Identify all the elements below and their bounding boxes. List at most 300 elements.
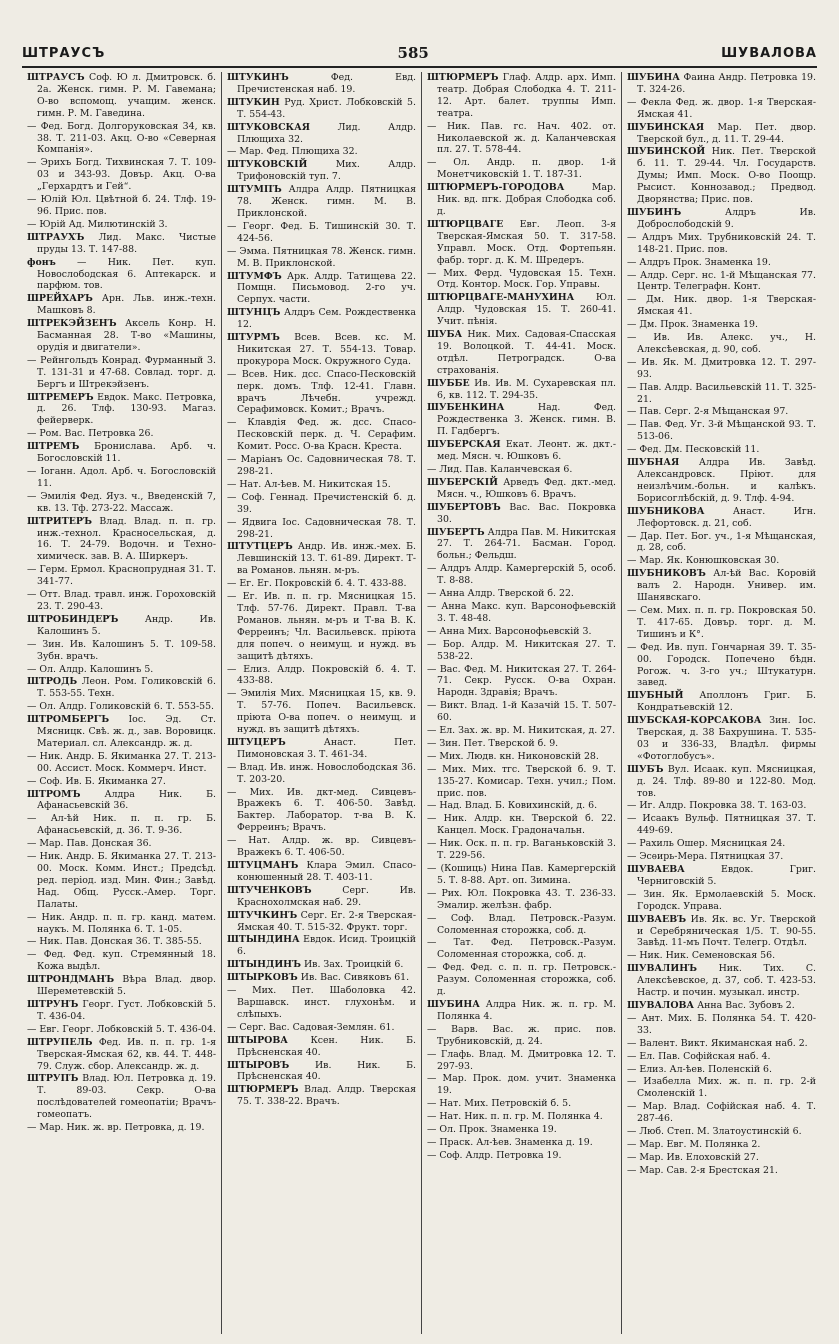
entry-surname: ШТЮРМЕРЪ bbox=[427, 72, 499, 83]
entry-details: Влад. Влад. п. п. гр. инж.-технол. Красносельская, д. 16. Т. 24-79. Водочн. и Техно-химическ. зав. В. А. Ширкеръ. bbox=[37, 515, 216, 563]
directory-entry bbox=[627, 232, 816, 256]
entry-surname: ШУВАЛИНЪ bbox=[627, 963, 698, 975]
entry-details: — Юлій Юл. Цвѣтной б. 24. Тлф. 19-96. Прис. пов. bbox=[27, 194, 216, 217]
entry-details: Серг. Ег. 2-я Тверская-Ямская 40. Т. 515-32. Фрукт. торг. bbox=[237, 909, 416, 933]
directory-entry bbox=[627, 332, 816, 356]
directory-entry bbox=[227, 972, 416, 984]
directory-entry bbox=[627, 72, 816, 96]
directory-entry bbox=[427, 800, 616, 812]
directory-entry bbox=[427, 937, 616, 961]
directory-entry bbox=[627, 1051, 816, 1063]
entry-details: Над. Фед. Рождественка 3. Женск. гимн. В. П. Гадбергъ. bbox=[437, 402, 616, 438]
directory-entry bbox=[427, 268, 616, 292]
entry-surname: ШТРИТЕРЪ bbox=[27, 515, 92, 527]
entry-surname: ШУБСКАЯ-КОРСАКОВА bbox=[627, 715, 762, 727]
directory-entry bbox=[627, 568, 816, 604]
entry-details: — Мар. Пав. Донская 36. bbox=[27, 838, 152, 850]
entry-details: Лид. Алдр. Плющиха 32. bbox=[237, 121, 416, 145]
entry-surname: ШТРОДЬ bbox=[27, 676, 78, 688]
directory-entry bbox=[227, 1035, 416, 1059]
entry-details: — Эмилія Мих. Мясницкая 15, кв. 9. Т. 57-76. Попеч. Васильевск. пріюта О-ва попеч. о неимущ. и нужд. въ защитѣ дѣтяхъ. bbox=[227, 688, 416, 736]
directory-entry bbox=[27, 974, 216, 998]
entry-details: — Исаакъ Вульф. Пятницкая 37. Т. 449-69. bbox=[627, 813, 816, 837]
directory-entry bbox=[427, 725, 616, 737]
directory-entry bbox=[227, 479, 416, 491]
entry-details: — Зин. Пет. Тверской б. 9. bbox=[427, 737, 559, 749]
entry-surname: ШТРУПЪ bbox=[27, 1073, 79, 1085]
entry-details: Клара Эмил. Спасо-конюшенный 28. Т. 403-11. bbox=[237, 860, 416, 883]
entry-details: — Рейнгольдъ Конрад. Фурманный 3. Т. 131-31 и 47-68. Совлад. торг. д. Бергъ и Штрекэйзенъ. bbox=[27, 354, 216, 390]
entry-surname: ШУБИНА bbox=[427, 998, 480, 1010]
entry-details: — Мих. Пет. Шаболовка 42. Варшавск. инст. глухонѣм. и слѣпыхъ. bbox=[227, 985, 416, 1020]
directory-entry bbox=[27, 676, 216, 700]
entry-surname: ШУБЕНКИНА bbox=[427, 402, 505, 414]
entry-details: Алдръ Ив. Доброслободскій 9. bbox=[637, 206, 816, 230]
entry-surname: ШТРАУСЪ bbox=[27, 72, 85, 83]
entry-surname: ШУБА bbox=[427, 329, 463, 341]
directory-entry bbox=[27, 219, 216, 231]
entry-surname: ШТРОМБЕРГЪ bbox=[27, 714, 110, 726]
directory-entry bbox=[627, 357, 816, 381]
directory-entry bbox=[427, 913, 616, 937]
entry-details: Вас. Вас. Покровка 30. bbox=[437, 501, 616, 525]
entry-details: Влад. Алдр. Тверская 75. Т. 338-22. Врачъ. bbox=[237, 1084, 416, 1108]
entry-surname: ШТРОНДМАНЪ bbox=[27, 974, 115, 986]
directory-entry bbox=[427, 888, 616, 912]
entry-details: Глаф. Алдр. арх. Имп. театр. Добрая Слободка 4. Т. 211-12. Арт. балет. труппы Имп. театра. bbox=[437, 72, 617, 119]
entry-details: — Соф. Влад. Петровск.-Разум. Соломенная сторожка, соб. д. bbox=[427, 912, 616, 936]
directory-entry bbox=[627, 506, 816, 530]
entry-surname: ШТЮРМЕРЪ bbox=[227, 1084, 299, 1096]
directory-entry bbox=[27, 194, 216, 218]
directory-entry bbox=[27, 392, 216, 428]
entry-surname: ШТУМПЪ bbox=[227, 184, 282, 196]
entry-details: — Алдръ Мих. Трубниковскій 24. Т. 148-21. Прис. пов. bbox=[627, 231, 816, 255]
directory-entry bbox=[27, 813, 216, 837]
directory-entry bbox=[27, 936, 216, 948]
entry-details: Ив. Зах. Троицкій 6. bbox=[304, 959, 404, 971]
entry-details: Мих. Алдр. Трифоновскій туп. 7. bbox=[237, 159, 416, 183]
directory-entry bbox=[427, 292, 616, 328]
directory-entry bbox=[627, 444, 816, 456]
directory-entry bbox=[27, 466, 216, 490]
entry-details: — Елиз. Алдр. Покровскій б. 4. Т. 433-88. bbox=[227, 663, 416, 687]
entry-details: — Тат. Фед. Петровск.-Разум. Соломенная сторожка, соб. д. bbox=[427, 937, 616, 961]
directory-entry bbox=[427, 464, 616, 476]
entry-details: — Бор. Алдр. М. Никитская 27. Т. 538-22. bbox=[427, 638, 616, 662]
entry-details: — Валент. Викт. Якиманская наб. 2. bbox=[627, 1037, 808, 1049]
entry-details: — Анна Алдр. Тверской б. 22. bbox=[427, 588, 574, 600]
directory-entry bbox=[227, 959, 416, 971]
directory-entry bbox=[227, 1060, 416, 1084]
entry-details: — Пав. Серг. 2-я Мѣщанская 97. bbox=[627, 406, 789, 418]
entry-details: — Мар. Фед. Плющиха 32. bbox=[227, 146, 358, 158]
entry-details: — Иг. Алдр. Покровка 38. Т. 163-03. bbox=[627, 800, 807, 812]
entry-surname: ШТЮРЦВАГЕ bbox=[427, 218, 504, 230]
entry-details: — Мар. Ив. Елоховскій 27. bbox=[627, 1151, 759, 1163]
entry-details: — Викт. Влад. 1-й Казачій 15. Т. 507-60. bbox=[427, 700, 616, 724]
entry-details: — Ник. Алдр. кн. Тверской б. 22. Канцел. Моск. Градоначальн. bbox=[427, 813, 616, 837]
entry-details: — Дм. Ник. двор. 1-я Тверская-Ямская 41. bbox=[627, 294, 816, 318]
directory-entry bbox=[427, 639, 616, 663]
page-header bbox=[22, 40, 817, 68]
directory-entry bbox=[427, 601, 616, 625]
entry-details: — Изабелла Мих. ж. п. п. гр. 2-й Смоленскій 1. bbox=[627, 1076, 816, 1100]
entry-details: Юл. Алдр. Чудовская 15. Т. 260-41. Учит. пѣнія. bbox=[437, 292, 616, 328]
directory-entry bbox=[227, 910, 416, 934]
entry-surname: ШТУКИНЪ bbox=[227, 72, 289, 83]
entry-details: Серг. Ив. Краснохолмская наб. 29. bbox=[237, 884, 417, 908]
entry-details: — Іоганн. Адол. Арб. ч. Богословскій 11. bbox=[27, 466, 216, 489]
entry-details: — Мар. Евг. М. Полянка 2. bbox=[627, 1138, 761, 1150]
entry-details: — Алдр. Серг. нс. 1-й Мѣщанская 77. Центр. Телеграфн. Конт. bbox=[627, 269, 816, 293]
directory-entry bbox=[427, 121, 616, 157]
entry-details: Анаст. Пет. Пимоновская 3. Т. 461-34. bbox=[237, 736, 416, 760]
entry-surname: ШТРЕКЭЙЗЕНЪ bbox=[27, 318, 117, 330]
directory-entry bbox=[427, 738, 616, 750]
entry-details: — Ол. Алдр. Голиковскій 6. Т. 553-55. bbox=[27, 701, 215, 713]
entry-details: — Пав. Фед. Уг. 3-й Мѣщанской 93. Т. 513-06. bbox=[627, 419, 816, 443]
entry-details: — Люб. Степ. М. Златоустинскій 6. bbox=[627, 1126, 802, 1138]
directory-entry bbox=[627, 270, 816, 294]
entry-surname: ШТРОБИНДЕРЪ bbox=[27, 613, 119, 625]
directory-entry bbox=[627, 889, 816, 913]
entry-surname: ШУБНИКОВА bbox=[627, 505, 705, 517]
directory-entry bbox=[627, 531, 816, 555]
entry-surname: ШТУЦЕРЪ bbox=[227, 736, 286, 748]
directory-entry bbox=[27, 789, 216, 813]
directory-entry bbox=[427, 1024, 616, 1048]
directory-entry bbox=[227, 591, 416, 662]
entry-details: Ник. Тих. С. Алексѣевское, д. 37, соб. Т. 423-53. Настр. и почин. музыкал. инстр. bbox=[637, 963, 816, 999]
directory-entry bbox=[427, 1150, 616, 1162]
directory-entry bbox=[227, 664, 416, 688]
entry-details: Ник. Мих. Садовая-Спасская 19. Волоцкой. Т. 44-41. Моск. отдѣл. Петроградск. О-ва страхованія. bbox=[437, 329, 616, 376]
entry-details: — Клавдія Фед. ж. дсс. Спасо-Песковскій перк. д. Ч. Серафим. Комит. Росс. О-ва Красн. Креста. bbox=[227, 417, 416, 453]
entry-details: — Отт. Влад. травл. инж. Гороховскій 23. Т. 290-43. bbox=[27, 589, 216, 612]
directory-entry bbox=[427, 477, 616, 501]
entry-details: — Ол. Алдр. Калошинъ 5. bbox=[27, 663, 154, 675]
entry-details: Ксен. Ник. Б. Прѣсненская 40. bbox=[237, 1034, 416, 1058]
directory-entry bbox=[627, 715, 816, 763]
directory-entry bbox=[627, 1013, 816, 1037]
entry-details: Влад. Юл. Петровка д. 19. Т. 89-03. Секр. О-ва послѣдователей гомеопатіи; Врачъ-гомеопатъ. bbox=[37, 1073, 216, 1121]
entry-details: — Ник. Пав. гс. Нач. 402. от. Николаевской ж. д. Каланчевская пл. 27. Т. 578-44. bbox=[427, 120, 616, 156]
entry-details: — Пав. Алдр. Васильевскій 11. Т. 325-21. bbox=[627, 381, 816, 405]
entry-details: Руд. Христ. Лобковскій 5. Т. 554-43. bbox=[237, 96, 416, 120]
entry-details: — Рих. Юл. Покровка 43. Т. 236-33. Эмалир. желѣзн. фабр. bbox=[427, 887, 616, 911]
directory-entry bbox=[27, 1122, 216, 1134]
entry-details: — Над. Влад. Б. Ковихинскій, д. 6. bbox=[427, 800, 598, 812]
entry-details: Ив. Вас. Сивяковъ 61. bbox=[300, 972, 410, 984]
directory-entry bbox=[27, 999, 216, 1023]
entry-surname: ШУБИНЪ bbox=[627, 206, 682, 218]
directory-entry bbox=[227, 417, 416, 453]
directory-entry bbox=[227, 246, 416, 270]
page-number: 585 bbox=[397, 44, 429, 62]
directory-entry bbox=[27, 491, 216, 515]
directory-entry bbox=[427, 588, 616, 600]
directory-entry bbox=[427, 838, 616, 862]
entry-surname: ШРЕЙХАРЪ bbox=[27, 293, 93, 305]
entry-details: — Ант. Мих. Б. Полянка 54. Т. 420-33. bbox=[627, 1012, 816, 1036]
entry-details: Брониcлава. Арб. ч. Богословскій 11. bbox=[37, 441, 216, 465]
entry-details: — Ник. Андр. п. п. гр. канд. матем. наукъ. М. Полянка 6. Т. 1-05. bbox=[27, 911, 216, 935]
entry-details: — Фекла Фед. ж. двор. 1-я Тверская-Ямская 41. bbox=[627, 96, 816, 120]
directory-entry bbox=[227, 517, 416, 541]
directory-entry bbox=[427, 700, 616, 724]
entry-surname: фонъ bbox=[27, 256, 56, 268]
entry-details: Фед. Евд. Пречистенская наб. 19. bbox=[237, 72, 417, 95]
entry-surname: ШТРЕМЕРЪ bbox=[27, 391, 94, 403]
entry-details: Лид. Макс. Чистые пруды 13. Т. 147-88. bbox=[37, 231, 216, 255]
column-2 bbox=[222, 72, 422, 1334]
column-4 bbox=[622, 72, 821, 1334]
entry-details: Евдок. Исид. Троицкій 6. bbox=[237, 934, 417, 958]
entry-surname: ШУБИНА bbox=[627, 72, 680, 83]
directory-entry bbox=[227, 146, 416, 158]
entry-details: — Мар. Влад. Софійская наб. 4. Т. 287-46. bbox=[627, 1101, 816, 1125]
directory-entry bbox=[427, 1137, 616, 1149]
entry-surname: ШТЫРОВЪ bbox=[227, 1059, 290, 1071]
column-1 bbox=[22, 72, 222, 1334]
directory-entry bbox=[227, 97, 416, 121]
entry-details: Алдра Ив. Завѣд. Александровск. Пріют. для неизлѣчим.-больн. и калѣкъ. Борисоглѣбскій, д. 9. Тлф. 4-94. bbox=[637, 457, 816, 504]
directory-entry bbox=[427, 329, 616, 377]
entry-details: — Анна Макс. куп. Варсонофьевскій 3. Т. 48-48. bbox=[427, 600, 616, 624]
entry-details: — Евг. Георг. Лобковскій 5. Т. 436-04. bbox=[27, 1023, 216, 1035]
entry-surname: ШТУТЦЕРЪ bbox=[227, 541, 293, 553]
directory-entry bbox=[427, 999, 616, 1023]
entry-details: Арведъ Фед. дкт.-мед. Мясн. ч., Юшковъ 6. Врачъ. bbox=[437, 476, 616, 500]
entry-details: Ив. Ник. Б. Прѣсненская 40. bbox=[237, 1059, 417, 1083]
entry-details: Арк. Алдр. Татищева 22. Помщн. Письмовод. 2-го уч. Серпух. части. bbox=[237, 270, 416, 306]
entry-surname: ШУБЕРТОВЪ bbox=[427, 501, 501, 513]
entry-details: — Ол. Прок. Знаменка 19. bbox=[427, 1124, 557, 1136]
directory-entry bbox=[227, 835, 416, 859]
header-left-name: ШТРАУСЪ bbox=[22, 45, 106, 61]
directory-entry bbox=[627, 813, 816, 837]
directory-entry bbox=[427, 72, 616, 120]
directory-entry bbox=[227, 578, 416, 590]
entry-surname: ШУБЕРТЪ bbox=[427, 526, 485, 538]
entry-details: — Соф. Ив. Б. Якиманка 27. bbox=[27, 775, 166, 787]
directory-entry bbox=[227, 184, 416, 220]
directory-entry bbox=[427, 813, 616, 837]
directory-entry bbox=[27, 949, 216, 973]
directory-entry bbox=[227, 271, 416, 307]
entry-surname: ШУБЪ bbox=[627, 763, 664, 775]
entry-details: — Мих. Людв. кн. Никоновскій 28. bbox=[427, 750, 599, 762]
entry-details: — Мар. Ник. ж. вр. Петровка, д. 19. bbox=[27, 1122, 205, 1134]
entry-details: — Алдръ Алдр. Камергерскій 5, особ. Т. 8-88. bbox=[427, 563, 616, 587]
directory-entry bbox=[627, 864, 816, 888]
directory-entry bbox=[627, 1101, 816, 1125]
directory-entry bbox=[427, 563, 616, 587]
directory-entry bbox=[427, 764, 616, 800]
directory-entry bbox=[427, 219, 616, 267]
entry-details: Ал-ѣй Вас. Коровій валъ 2. Народн. Универ. им. Шанявскаго. bbox=[637, 568, 816, 604]
entry-details: — Серг. Вас. Садовая-Землян. 61. bbox=[227, 1021, 395, 1033]
entry-details: — Мих. Мих. тгс. Тверской б. 9. Т. 135-27. Комисар. Техн. учил.; Пом. прис. пов. bbox=[427, 763, 616, 799]
directory-entry bbox=[27, 232, 216, 256]
directory-entry bbox=[27, 1024, 216, 1036]
entry-details: Евдок. Макс. Петровка, д. 26. Тлф. 130-93. Магаз. фейерверк. bbox=[37, 391, 216, 427]
entry-details: — Ел. Пав. Софійская наб. 4. bbox=[627, 1050, 771, 1062]
entry-details: — Эсѳирь-Мера. Пятницкая 37. bbox=[627, 851, 784, 863]
entry-details: — Ег. Ег. Покровскій б. 4. Т. 433-88. bbox=[227, 578, 407, 590]
directory-entry bbox=[627, 851, 816, 863]
directory-entry bbox=[27, 355, 216, 391]
entry-details: — Соф. Геннад. Пречистенскій б. д. 39. bbox=[227, 491, 416, 515]
entry-details: — Нат. Алдр. ж. вр. Сивцевъ-Вражекъ 6. Т. 406-50. bbox=[227, 835, 416, 859]
entry-surname: ШУБИНСКОЙ bbox=[627, 146, 706, 158]
entry-surname: ШТУМФЪ bbox=[227, 270, 282, 282]
directory-entry bbox=[627, 950, 816, 962]
directory-entry bbox=[427, 527, 616, 563]
directory-entry bbox=[627, 207, 816, 231]
entry-surname: ШТРОМЪ bbox=[27, 788, 81, 800]
directory-entry bbox=[627, 419, 816, 443]
directory-entry bbox=[227, 541, 416, 577]
directory-entry bbox=[227, 787, 416, 835]
entry-surname: ШТУЦМАНЪ bbox=[227, 860, 299, 871]
entry-details: — Нат. Ал-ѣев. М. Никитская 15. bbox=[227, 478, 391, 490]
directory-entry bbox=[227, 369, 416, 417]
entry-details: — (Кошиць) Нина Пав. Камергерскій 5. Т. 8-88. Арт. оп. Зимина. bbox=[427, 863, 616, 886]
entry-details: Ив. Як. вс. Уг. Тверской и Серебряническая 1/5. Т. 90-55. Завѣд. 11-мъ Почт. Телегр. Отдѣл. bbox=[637, 913, 816, 949]
directory-entry bbox=[427, 626, 616, 638]
entry-surname: ШТУЧКИНЪ bbox=[227, 909, 298, 921]
entry-surname: ШУБЕРСКАЯ bbox=[427, 439, 501, 451]
directory-entry bbox=[427, 439, 616, 463]
directory-entry bbox=[627, 1000, 816, 1012]
directory-entry bbox=[27, 564, 216, 588]
directory-entry bbox=[227, 1022, 416, 1034]
entry-details: Фед. Ив. п. п. гр. 1-я Тверская-Ямская 62, кв. 44. Т. 448-79. Служ. сбор. Александр. ж. д. bbox=[37, 1036, 216, 1072]
entry-details: Аксель Конр. Н. Басманная 28. Т-во «Машины, орудія и двигатели». bbox=[37, 318, 216, 353]
entry-details: — Эмма. Пятницкая 78. Женск. гимн. М. В. Приклонской. bbox=[227, 245, 416, 269]
entry-details: — Рахиль Ошер. Мясницкая 24. bbox=[627, 838, 786, 850]
directory-entry bbox=[627, 1064, 816, 1076]
directory-entry bbox=[427, 157, 616, 181]
entry-details: — Ег. Ив. п. п. гр. Мясницкая 15. Тлф. 57-76. Директ. Правл. Т-ва Романов. льнян. м-ръ и Т-ва В. К. Ферреинъ; Чл. Васильевск. пріюта для попеч. о неимущ. и нужд. въ защитѣ дѣтяхъ. bbox=[227, 591, 416, 662]
directory-entry bbox=[627, 146, 816, 206]
directory-entry bbox=[627, 257, 816, 269]
entry-details: — Эрихъ Богд. Тихвинская 7. Т. 109-03 и 343-93. Довър. Акц. О-ва „Герхардтъ и Гей“. bbox=[27, 157, 216, 193]
header-right-name: ШУВАЛОВА bbox=[721, 45, 817, 61]
entry-details: — Герм. Ермол. Краснопрудная 31. Т. 341-77. bbox=[27, 564, 216, 588]
entry-details: Алдра Алдр. Пятницкая 78. Женск. гимн. М. В. Приклонской. bbox=[237, 184, 416, 219]
entry-details: — Мар. Як. Конюшковская 30. bbox=[627, 555, 780, 567]
entry-surname: ШТУНЦЪ bbox=[227, 307, 281, 319]
directory-entry bbox=[427, 402, 616, 438]
directory-entry bbox=[227, 762, 416, 786]
entry-details: Леон. Ром. Голиковскій 6. Т. 553-55. Техн. bbox=[37, 676, 216, 700]
directory-entry bbox=[427, 1049, 616, 1073]
entry-details: Анна Вас. Зубовъ 2. bbox=[697, 999, 795, 1011]
entry-surname: ШТУЧЕНКОВЪ bbox=[227, 884, 312, 896]
entry-surname: ШУБНИКОВЪ bbox=[627, 568, 706, 580]
entry-details: — Анна Мих. Варсонофьевскій 3. bbox=[427, 625, 592, 637]
directory-entry bbox=[227, 885, 416, 909]
directory-entry bbox=[227, 492, 416, 516]
directory-entry bbox=[27, 516, 216, 564]
entry-details: Ив. Ив. М. Сухаревская пл. 6, кв. 112. Т. 294-35. bbox=[437, 377, 617, 401]
entry-surname: ШТЮРЦВАГЕ-МАНУХИНА bbox=[427, 292, 575, 304]
entry-surname: ШУВАЕВА bbox=[627, 864, 685, 875]
entry-details: — Ник. Пав. Донская 36. Т. 385-55. bbox=[27, 936, 202, 948]
directory-entry bbox=[27, 1073, 216, 1121]
entry-details: — Дм. Прок. Знаменка 19. bbox=[627, 319, 758, 331]
entry-details: Мар. Ник. вд. пгк. Добрая Слободка соб. д. bbox=[437, 182, 616, 217]
entry-details: — Мих. Ферд. Чудовская 15. Техн. Отд. Контор. Моск. Гор. Управы. bbox=[427, 267, 616, 291]
entry-details: Ник. Пет. Тверской б. 11. Т. 29-44. Чл. Государств. Думы; Имп. Моск. О-во Поощр. Рысист. Коннозавод.; Предвод. Дворянства; Прис. пов. bbox=[637, 146, 817, 206]
directory-entry bbox=[227, 454, 416, 478]
entry-details: — Всев. Ник. дсс. Спасо-Песковскій перк. домъ. Тлф. 12-41. Главн. врачъ Лѣчебн. учрежд. Серафимовск. Комит.; Врачъ. bbox=[227, 368, 416, 416]
entry-details: — Мар. Прок. дом. учит. Знаменка 19. bbox=[427, 1073, 616, 1097]
directory-entry bbox=[227, 122, 416, 146]
entry-surname: ШУВАЛОВА bbox=[627, 999, 695, 1011]
entry-surname: ШТУКОВСКІЙ bbox=[227, 159, 308, 171]
entry-details: — Ел. Зах. ж. вр. М. Никитская, д. 27. bbox=[427, 725, 616, 737]
directory-entry bbox=[627, 319, 816, 331]
entry-details: — Фед. Фед. куп. Стремянный 18. Кожа выдѣл. bbox=[27, 949, 216, 973]
entry-details: Зин. Іос. Тверская, д. 38 Бахрушина. Т. 535-03 и 336-33, Владѣл. фирмы «Фотоглобусъ». bbox=[637, 715, 816, 762]
entry-details: — Глафь. Влад. М. Дмитровка 12. Т. 297-93. bbox=[427, 1048, 616, 1072]
entry-details: — Зин. Як. Ермолаевскій 5. Моск. Городск. Управа. bbox=[627, 888, 816, 912]
entry-details: Аполлонъ Григ. Б. Кондратьевскій 12. bbox=[637, 690, 816, 714]
entry-surname: ШТЫНДИНА bbox=[227, 934, 300, 946]
directory-columns bbox=[22, 72, 821, 1334]
directory-entry bbox=[27, 912, 216, 936]
directory-entry bbox=[427, 1098, 616, 1110]
entry-details: Алдръ Сем. Рождественка 12. bbox=[237, 307, 417, 331]
directory-entry bbox=[427, 1111, 616, 1123]
directory-entry bbox=[27, 776, 216, 788]
directory-entry bbox=[627, 1139, 816, 1151]
entry-details: — Ник. Пет. куп. Новослободская 6. Аптекарск. и парфюм. тов. bbox=[37, 256, 216, 292]
entry-surname: ШТЫНДИНЪ bbox=[227, 959, 302, 971]
directory-entry bbox=[27, 257, 216, 293]
directory-entry bbox=[227, 307, 416, 331]
directory-entry bbox=[27, 701, 216, 713]
entry-details: — Юрій Ад. Милютинскій 3. bbox=[27, 218, 168, 230]
directory-entry bbox=[227, 332, 416, 368]
entry-details: — Влад. Ив. инж. Новослободская 36. Т. 203-20. bbox=[227, 761, 416, 785]
directory-entry bbox=[427, 1124, 616, 1136]
entry-details: — Ал-ѣй Ник. п. п. гр. Б. Афанасьевскій, д. 36. Т. 9-36. bbox=[27, 813, 216, 837]
entry-surname: ШУБНАЯ bbox=[627, 457, 680, 469]
entry-details: — Мих. Ив. дкт-мед. Сивцевъ-Вражекъ 6. Т. 406-50. Завѣд. Бактер. Лаборатор. т-ва В. К. Ферреинъ; Врачъ. bbox=[227, 786, 416, 834]
directory-entry bbox=[427, 1073, 616, 1097]
entry-details: — Дар. Пет. Бог. уч., 1-я Мѣщанская, д. 28, соб. bbox=[627, 530, 816, 554]
directory-entry bbox=[627, 457, 816, 505]
directory-entry bbox=[227, 688, 416, 736]
entry-details: Всев. Всев. кс. М. Никитская 27. Т. 554-13. Товар. прокурора Моск. Окружного Суда. bbox=[237, 332, 416, 367]
directory-entry bbox=[427, 863, 616, 887]
entry-surname: ШТУКИН bbox=[227, 96, 280, 108]
entry-details: Соф. Ю л. Дмитровск. б. 2а. Женск. гимн. Р. М. Гавемана; О-во вспомощ. учащим. женск. гимн. Р. М. Гаведина. bbox=[37, 72, 216, 119]
entry-details: Арн. Льв. инж.-техн. Машковъ 8. bbox=[37, 293, 216, 317]
entry-details: — Фед. Фед. с. п. п. гр. Петровск.-Разум. Соломенная сторожка, соб. д. bbox=[427, 962, 616, 998]
entry-surname: ШУБИНСКАЯ bbox=[627, 121, 705, 133]
entry-details: — Ив. Як. М. Дмитровка 12. Т. 297-93. bbox=[627, 356, 816, 380]
entry-details: Вѣра Влад. двор. Шереметевскій 5. bbox=[37, 974, 216, 998]
directory-entry bbox=[627, 1076, 816, 1100]
directory-entry bbox=[627, 764, 816, 800]
entry-details: — Мар. Сав. 2-я Брестская 21. bbox=[627, 1164, 778, 1176]
